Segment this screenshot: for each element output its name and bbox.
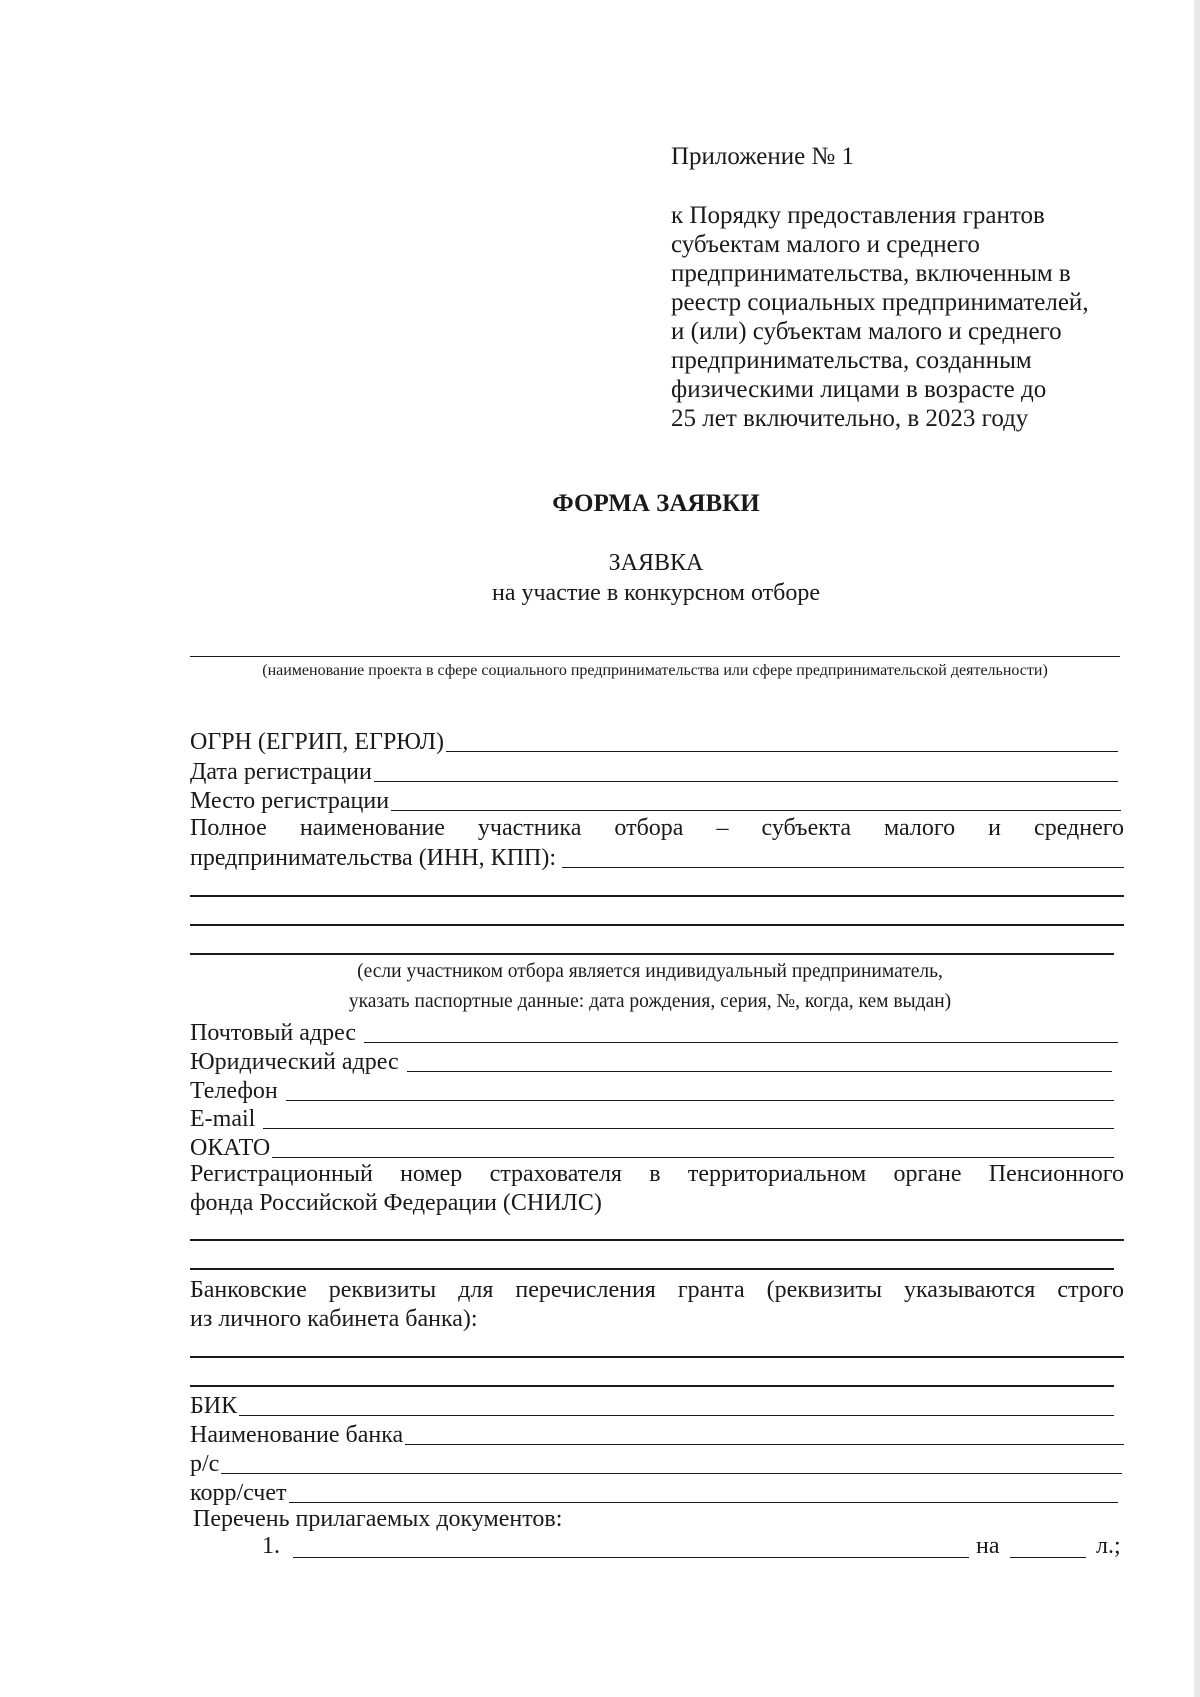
bank-details-input-line[interactable]	[190, 1356, 1124, 1358]
bank-name-field	[190, 1420, 1124, 1448]
email-field	[190, 1104, 1124, 1132]
document-item-on-label: на	[976, 1533, 1000, 1559]
legal-address-field	[190, 1047, 1124, 1075]
appendix-title: Приложение № 1	[671, 143, 855, 170]
snils-input-line[interactable]	[190, 1268, 1114, 1270]
account-label: р/с	[190, 1451, 220, 1477]
bank-details-label-line1: Банковские реквизиты для перечисления гранта (реквизиты указываются строго	[190, 1277, 1124, 1303]
appendix-line: 25 лет включительно, в 2023 году	[671, 405, 1029, 432]
reg-place-input-line[interactable]	[391, 810, 1121, 811]
snils-input-line[interactable]	[190, 1239, 1124, 1241]
ip-note-line2: указать паспортные данные: дата рождения, серия, №, когда, кем выдан)	[348, 991, 952, 1012]
project-caption: (наименование проекта в сфере социального предпринимательства или сфере предпринимательской деятельности)	[262, 662, 1048, 679]
full-name-extra-line[interactable]	[190, 895, 1124, 897]
bik-field	[190, 1391, 1124, 1419]
full-name-label-line1: Полное наименование участника отбора – субъекта малого и среднего	[190, 815, 1124, 841]
ip-note-line1: (если участником отбора является индивидуальный предприниматель,	[357, 961, 943, 982]
project-name-line[interactable]	[190, 656, 1120, 657]
full-name-field	[190, 843, 1124, 871]
reg-place-field	[190, 786, 1124, 814]
bank-details-input-line[interactable]	[190, 1385, 1114, 1387]
ogrn-label: ОГРН (ЕГРИП, ЕГРЮЛ)	[190, 729, 445, 755]
reg-date-field	[190, 757, 1124, 785]
appendix-line: к Порядку предоставления грантов	[671, 202, 1045, 229]
full-name-label-line2: предпринимательства (ИНН, КПП):	[190, 845, 557, 871]
application-title: ЗАЯВКА	[608, 550, 704, 576]
page-edge-shadow	[1194, 0, 1200, 1697]
corr-account-field	[190, 1478, 1124, 1506]
snils-label-line1: Регистрационный номер страхователя в территориальном органе Пенсионного	[190, 1161, 1124, 1187]
full-name-extra-line[interactable]	[190, 924, 1124, 926]
appendix-line: предпринимательства, включенным в	[671, 260, 1071, 287]
phone-label: Телефон	[190, 1078, 278, 1104]
bank-name-label: Наименование банка	[190, 1422, 404, 1448]
email-input-line[interactable]	[263, 1128, 1114, 1129]
document-item-pages-line[interactable]	[1010, 1557, 1086, 1558]
appendix-line: реестр социальных предпринимателей,	[671, 289, 1089, 316]
appendix-line: субъектам малого и среднего	[671, 231, 980, 258]
reg-place-label: Место регистрации	[190, 788, 390, 814]
bank-name-input-line[interactable]	[405, 1444, 1124, 1445]
full-name-extra-line[interactable]	[190, 953, 1114, 955]
phone-field	[190, 1076, 1124, 1104]
postal-address-label: Почтовый адрес	[190, 1020, 357, 1046]
snils-label-line2: фонда Российской Федерации (СНИЛС)	[190, 1190, 602, 1216]
bik-label: БИК	[190, 1393, 238, 1419]
appendix-line: и (или) субъектам малого и среднего	[671, 318, 1062, 345]
document-item-number: 1.	[262, 1533, 280, 1559]
legal-address-label: Юридический адрес	[190, 1049, 399, 1075]
account-field	[190, 1449, 1124, 1477]
document-item-row	[190, 1532, 1124, 1562]
postal-address-field	[190, 1018, 1124, 1046]
account-input-line[interactable]	[221, 1473, 1122, 1474]
phone-input-line[interactable]	[286, 1100, 1114, 1101]
bank-details-label-line2: из личного кабинета банка):	[190, 1306, 478, 1332]
full-name-input-line[interactable]	[562, 867, 1124, 868]
documents-list-label: Перечень прилагаемых документов:	[193, 1506, 563, 1532]
appendix-reference	[671, 201, 1151, 433]
ogrn-input-line[interactable]	[446, 751, 1118, 752]
bik-input-line[interactable]	[239, 1415, 1114, 1416]
okato-label: ОКАТО	[190, 1135, 271, 1161]
appendix-line: физическими лицами в возрасте до	[671, 376, 1047, 403]
corr-account-label: корр/счет	[190, 1480, 287, 1506]
postal-address-input-line[interactable]	[364, 1042, 1118, 1043]
appendix-line: предпринимательства, созданным	[671, 347, 1032, 374]
document-item-name-line[interactable]	[293, 1557, 969, 1558]
okato-input-line[interactable]	[272, 1157, 1114, 1158]
corr-account-input-line[interactable]	[289, 1502, 1119, 1503]
legal-address-input-line[interactable]	[407, 1071, 1112, 1072]
ogrn-field	[190, 727, 1124, 755]
okato-field	[190, 1133, 1124, 1161]
reg-date-input-line[interactable]	[374, 781, 1118, 782]
form-heading: ФОРМА ЗАЯВКИ	[552, 490, 760, 517]
reg-date-label: Дата регистрации	[190, 759, 372, 785]
application-subtitle: на участие в конкурсном отборе	[491, 580, 821, 606]
email-label: E-mail	[190, 1106, 256, 1132]
document-item-pages-label: л.;	[1096, 1533, 1121, 1559]
